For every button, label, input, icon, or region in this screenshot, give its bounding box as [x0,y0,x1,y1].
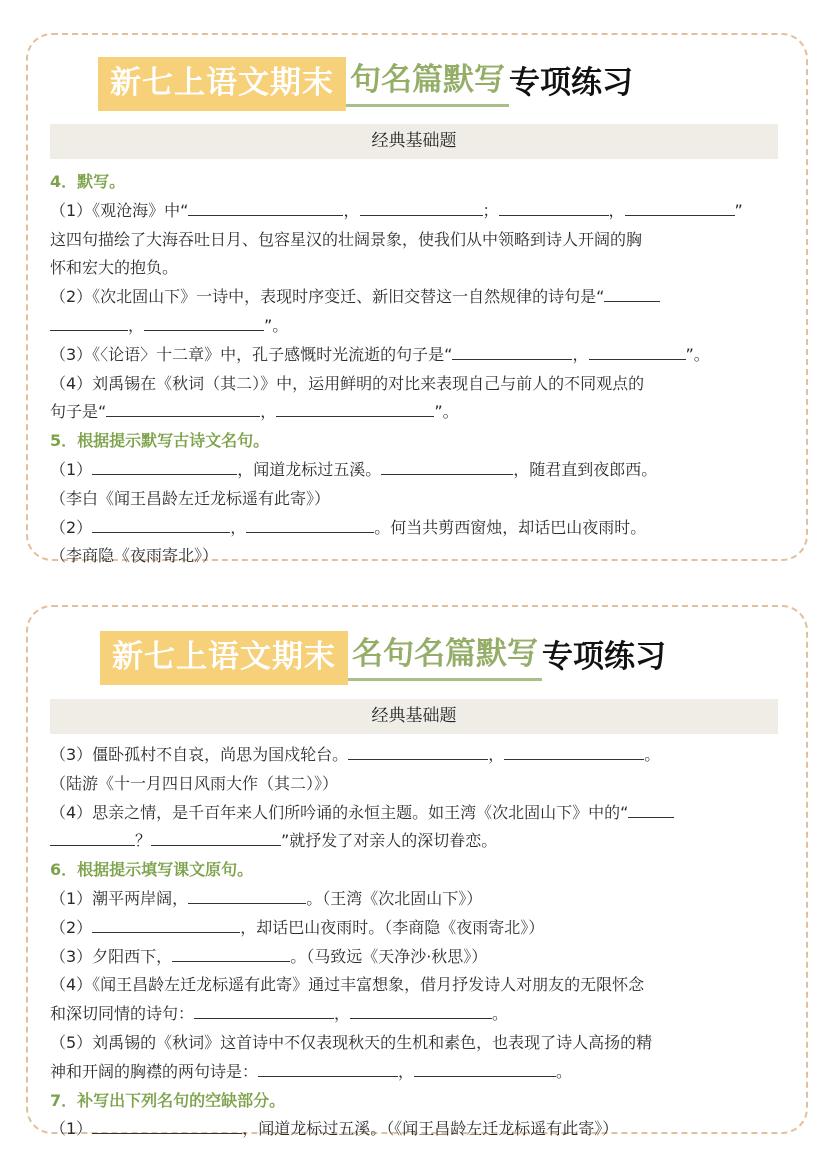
question-line [50,456,790,485]
text: 神和开阔的胸襟的两句诗是： [50,1061,259,1081]
text: 。 [644,745,661,764]
text: （2） [50,917,93,937]
answer-blank[interactable] [504,741,644,760]
text: ， [488,745,505,764]
answer-blank[interactable] [414,1058,556,1077]
text: （1） [50,1119,93,1139]
answer-blank[interactable] [92,456,237,475]
text: ； [482,200,499,220]
question-content [50,168,790,571]
source-note: （陆游《十一月四日风雨大作（其二）》） [50,773,339,793]
text: ”。 [434,402,459,422]
question-line [50,1000,790,1029]
question-content [50,741,790,1144]
section-band: 经典基础题 [50,699,778,734]
text: （2）《次北固山下》一诗中，表现时序变迁、新旧交替这一自然规律的诗句是“ [50,287,605,307]
question-line [50,914,790,943]
text: ，闻道龙标过五溪。（《闻王昌龄左迁龙标遥有此寄》） [242,1119,619,1139]
question-line: 这四句描绘了大海吞吐日月、包容星汉的壮阔景象，使我们从中领略到诗人开阔的胸 [50,229,643,249]
worksheet-card-2 [26,605,808,1139]
text: （2） [50,517,93,537]
question-line [50,197,790,226]
section-heading: 6．根据提示填写课文原句。 [50,860,254,880]
text: ” [734,200,743,220]
answer-blank[interactable] [92,514,230,533]
answer-blank[interactable] [188,197,343,216]
question-line [50,514,790,543]
title-highlight: 新七上语文期末 [100,631,348,685]
text: （3）夕阳西下， [50,946,173,966]
question-line [50,398,790,427]
question-line: 怀和宏大的抱负。 [50,258,179,278]
question-line [50,885,790,914]
text: （1）《观沧海》中“ [50,200,189,220]
text: （3）僵卧孤村不自哀，尚思为国戍轮台。 [50,745,349,764]
answer-blank[interactable] [625,197,735,216]
answer-blank[interactable] [348,741,488,760]
text: 。 [556,1061,573,1081]
worksheet-card-1 [26,33,808,566]
question-line [50,943,790,972]
text: 句子是“ [50,402,107,422]
answer-blank[interactable] [194,1000,334,1019]
answer-blank[interactable] [151,827,281,846]
text: ， [343,200,360,220]
question-line [50,283,790,312]
worksheet-title [100,629,666,685]
title-topic: 名句名篇默写 [348,632,542,681]
section-heading: 7．补写出下列名句的空缺部分。 [50,1090,286,1110]
text: ， [128,315,145,335]
text: 。 [492,1004,509,1024]
text: ，闻道龙标过五溪。 [237,459,382,479]
section-heading: 5．根据提示默写古诗文名句。 [50,431,270,451]
title-highlight: 新七上语文期末 [98,57,346,111]
title-suffix: 专项练习 [542,639,666,675]
question-line: （4）《闻王昌龄左迁龙标遥有此寄》通过丰富想象，借月抒发诗人对朋友的无限怀念 [50,975,645,995]
text: ”。 [264,315,289,335]
answer-blank[interactable] [92,1115,242,1134]
answer-blank[interactable] [350,1000,492,1019]
question-line [50,827,790,856]
text: 。（马致远《天净沙·秋思》） [290,946,488,966]
source-note: （李商隐《夜雨寄北》） [50,546,219,566]
answer-blank[interactable] [92,914,240,933]
answer-blank[interactable] [106,398,260,417]
answer-blank[interactable] [360,197,483,216]
question-line [50,312,790,341]
text: ，随君直到夜郎西。 [513,459,658,479]
question-line [50,341,790,370]
text: ， [334,1004,351,1024]
text: ？ [135,831,152,851]
title-suffix: 专项练习 [509,65,633,101]
answer-blank[interactable] [604,283,660,302]
answer-blank[interactable] [258,1058,398,1077]
answer-blank[interactable] [628,799,674,818]
question-line: （4）刘禹锡在《秋词（其二）》中，运用鲜明的对比来表现自己与前人的不同观点的 [50,373,645,393]
section-heading: 4．默写。 [50,172,126,191]
title-topic: 句名篇默写 [346,58,509,107]
question-line [50,741,790,770]
text: ， [572,344,589,364]
question-line [50,1058,790,1087]
question-line [50,1115,790,1144]
text: （4）思亲之情，是千百年来人们所吟诵的永恒主题。如王湾《次北固山下》中的“ [50,802,629,822]
text: ， [608,200,625,220]
text: ， [398,1061,415,1081]
text: （3）《〈论语〉十二章》中，孔子感慨时光流逝的句子是“ [50,344,453,364]
answer-blank[interactable] [50,827,135,846]
text: 。（王湾《次北固山下》） [306,888,483,908]
text: （1） [50,459,93,479]
answer-blank[interactable] [381,456,513,475]
answer-blank[interactable] [589,341,686,360]
answer-blank[interactable] [246,514,374,533]
text: ”就抒发了对亲人的深切眷恋。 [281,831,498,851]
text: ，却话巴山夜雨时。（李商隐《夜雨寄北》） [240,917,545,937]
answer-blank[interactable] [144,312,264,331]
answer-blank[interactable] [172,943,290,962]
question-line: （5）刘禹锡的《秋词》这首诗中不仅表现秋天的生机和素色，也表现了诗人高扬的精 [50,1032,653,1052]
text: ， [260,402,277,422]
answer-blank[interactable] [452,341,572,360]
answer-blank[interactable] [50,312,128,331]
question-line [50,799,790,828]
worksheet-title [98,55,633,111]
text: ， [230,517,247,537]
section-band: 经典基础题 [50,124,778,159]
answer-blank[interactable] [188,885,306,904]
answer-blank[interactable] [499,197,609,216]
text: ”。 [685,344,710,364]
text: 和深切同情的诗句： [50,1004,195,1024]
source-note: （李白《闻王昌龄左迁龙标遥有此寄》） [50,488,331,508]
text: 。何当共剪西窗烛，却话巴山夜雨时。 [374,517,647,537]
answer-blank[interactable] [276,398,434,417]
text: （1）潮平两岸阔， [50,888,189,908]
